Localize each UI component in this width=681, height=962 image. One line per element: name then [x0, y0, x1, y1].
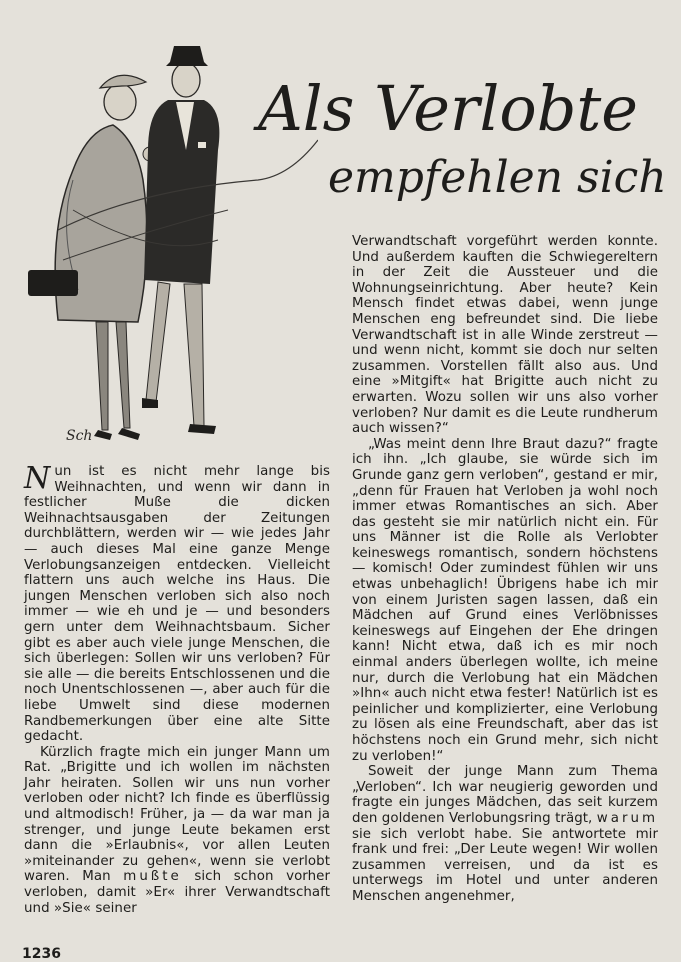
title-line-2: empfehlen sich — [328, 152, 667, 203]
paragraph-intro: Nun ist es nicht mehr lange bis Weihnachten, und wenn wir dann in festlicher Muße die dicken Weihnachtsausgaben der Zeitungen durchblättern, werden wir — wie jedes Jahr — auch dieses Mal eine ganze Menge Verlobungsanzeigen entdecken. Vielleicht flattern uns auch welche ins Haus. Die jungen Menschen verloben sich also noch immer — wie eh und je — und besonders gern unter dem Weihnachtsbaum. Sicher gibt es aber auch viele junge Menschen, die sich überlegen: Sollen wir uns verloben? Für sie alle — die bereits Entschlossenen und die noch Unentschlossenen —, aber auch für die liebe Umwelt sind diese modernen Randbemerkungen über eine alte Sitte gedacht. — [24, 461, 330, 745]
paragraph-young-man: Kürzlich fragte mich ein junger Mann um Rat. „Brigitte und ich wollen im nächsten Jahr heiraten. Sollen wir uns nun vorher verloben oder nicht? Ich finde es überflüssig und altmodisch! Früher, ja — da war man ja strenger, und junge Leute bekamen erst dann die »Erlaubnis«, vor allen Leuten »miteinander zu gehen«, wenn sie verlobt waren. Man mußte sich schon vorher verloben, damit »Er« ihrer Verwandtschaft und »Sie« seiner — [24, 744, 331, 916]
paragraph-continuation: Verwandtschaft vorgeführt werden konnte. Und außerdem kauften die Schwiegereltern in der Zeit die Aussteuer und die Wohnungseinrichtung. Aber heute? Kein Mensch findet etwas dabei, wenn junge Menschen eng befreundet sind. Die liebe Verwandtschaft ist in alle Winde zerstreut — und wenn nicht, kommt sie doch nur selten zusammen. Vorstellen fällt also aus. Und eine »Mitgift« hat Brigitte auch nicht zu erwarten. Wozu sollen wir uns also vorher verloben? Nur damit es die Leute rundherum auch wissen?“ — [352, 234, 658, 437]
svg-text:Sch: Sch — [66, 428, 93, 444]
paragraph-bride-question: „Was meint denn Ihre Braut dazu?“ fragte ich ihn. „Ich glaube, sie würde sich im Grunde ganz gern verloben“, gestand er mir, „denn für Frauen hat Verloben ja wohl noch immer etwas Romantisches an sich. Aber das gesteht sie mir natürlich nicht ein. Für uns Männer ist die Rolle als Verlobter keineswegs romantisch, sondern höchstens — komisch! Oder zumindest fühlen wir uns etwas unbehaglich! Übrigens habe ich mir von einem Juristen sagen lassen, daß ein Mädchen auf Grund eines Verlöbnisses keineswegs auf Eingehen der Ehe dringen kann! Nicht etwa, daß ich es mir noch einmal anders überlegen wollte, ich meine nur, durch die Verlobung hat ein Mädchen »Ihn« auch nicht etwa fester! Natürlich ist es peinlicher und komplizierter, eine Verlobung zu lösen als eine Freundschaft, aber das ist höchstens noch ein Grund mehr, sich nicht zu verloben!“ — [352, 436, 658, 764]
left-column — [24, 461, 331, 916]
paragraph-young-woman: Soweit der junge Mann zum Thema „Verloben“. Ich war neugierig geworden und fragte ein junges Mädchen, das seit kurzem den goldenen Verlobungsring trägt, warum sie sich verlobt habe. Sie antwortete mir frank und frei: „Der Leute wegen! Wir wollen zusammen verreisen, und da ist es unterwegs im Hotel und unter anderen Menschen angenehmer, — [352, 764, 658, 904]
drop-cap: N — [24, 461, 51, 496]
right-column — [352, 234, 658, 905]
page-number: 1236 — [22, 946, 61, 962]
article-title — [250, 52, 675, 212]
title-line-1: Als Verlobte — [258, 72, 638, 145]
